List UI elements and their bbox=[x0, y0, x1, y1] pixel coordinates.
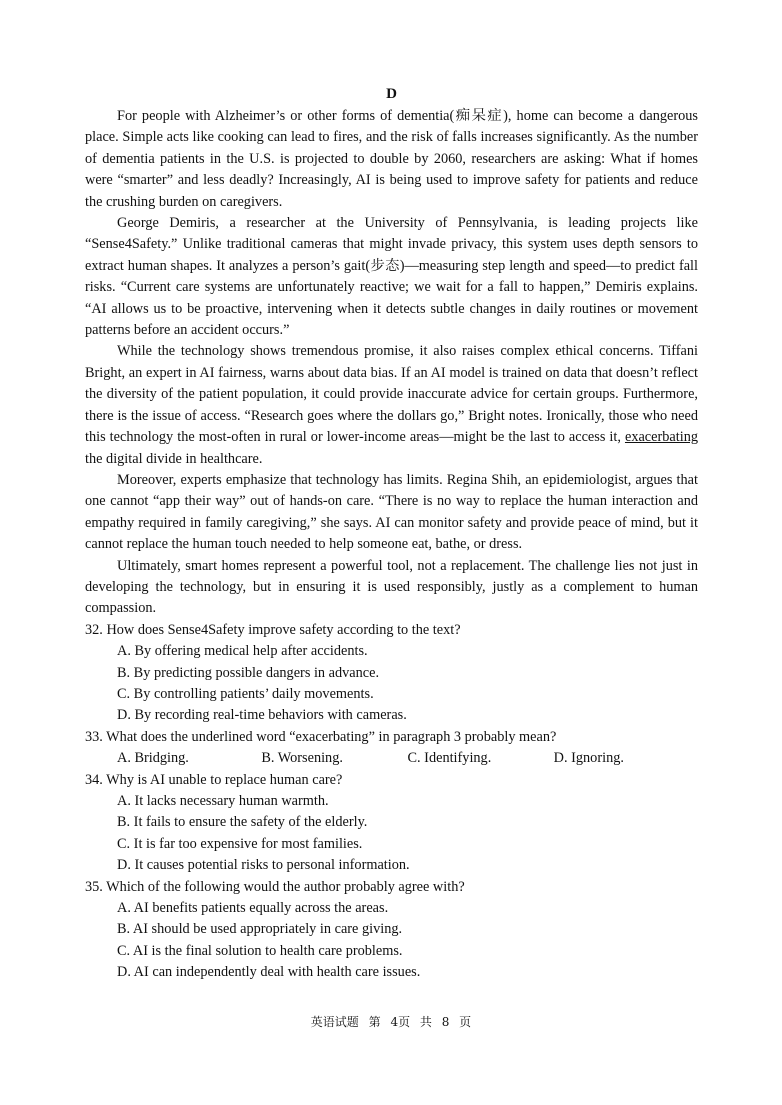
option-d: D. Ignoring. bbox=[553, 750, 624, 767]
question-32 bbox=[85, 620, 698, 727]
passage-paragraph-1: For people with Alzheimer’s or other forms of dementia(痴呆症), home can become a dangerous place. Simple acts like cooking can lead to fires, and the risk of falls increases significantly. As the number of dementia patients in the U.S. is projected to double by 2060, researchers are asking: What if homes were “smarter” and less deadly? Increasingly, AI is being used to improve safety for patients and reduce the crushing burden on caregivers. bbox=[85, 108, 698, 210]
footer-total-pages: 共 8 页 bbox=[419, 1015, 472, 1029]
question-stem: 33. What does the underlined word “exacerbating” in paragraph 3 probably mean? bbox=[85, 728, 557, 745]
option-c: C. It is far too expensive for most families. bbox=[117, 835, 363, 852]
option-a: A. It lacks necessary human warmth. bbox=[117, 793, 329, 809]
passage-paragraph-4: Moreover, experts emphasize that technology has limits. Regina Shih, an epidemiologist, argues that one cannot “app their way” out of hands-on care. “There is no way to replace the human interaction and empathy required in family caregiving,” she says. AI can monitor safety and provide peace of mind, but it cannot replace the human touch needed to help someone eat, bathe, or dress. bbox=[85, 471, 698, 553]
reading-passage bbox=[85, 106, 698, 620]
option-d: D. It causes potential risks to personal information. bbox=[117, 857, 410, 874]
option-d: D. AI can independently deal with health care issues. bbox=[117, 964, 421, 981]
page-footer bbox=[0, 1014, 782, 1030]
question-stem: 32. How does Sense4Safety improve safety according to the text? bbox=[85, 621, 461, 638]
option-d: D. By recording real-time behaviors with cameras. bbox=[117, 707, 407, 724]
option-b: B. By predicting possible dangers in advance. bbox=[117, 664, 380, 681]
footer-page-number: 第 4页 bbox=[368, 1015, 411, 1029]
paragraph-3-text-before: While the technology shows tremendous promise, it also raises complex ethical concerns. Tiffani Bright, an expert in AI fairness, warns about data bias. If an AI model is trained on data that doesn’t reflect the diversity of the patient population, it could provide inaccurate advice for certain groups. Furthermore, there is the issue of access. “Research goes where the dollars go,” Bright notes. Ironically, those who need this technology the most-often in rural or lower-income areas—might be the last to access it, bbox=[85, 343, 698, 446]
question-34 bbox=[85, 770, 698, 877]
option-b: B. It fails to ensure the safety of the elderly. bbox=[117, 814, 368, 831]
option-b: B. AI should be used appropriately in care giving. bbox=[117, 921, 403, 938]
section-title: D bbox=[386, 86, 397, 102]
option-c: C. Identifying. bbox=[407, 750, 492, 767]
option-a: A. Bridging. bbox=[117, 750, 189, 767]
option-a: A. By offering medical help after accidents. bbox=[117, 643, 368, 660]
exam-page bbox=[85, 84, 698, 984]
passage-paragraph-2: George Demiris, a researcher at the University of Pennsylvania, is leading projects like “Sense4Safety.” Unlike traditional cameras that might invade privacy, this system uses depth sensors to extract human shapes. It analyzes a person’s gait(步态)—measuring step length and speed—to predict fall risks. “Current care systems are unfortunately reactive; we wait for a fall to happen,” Demiris explains. “AI allows us to be proactive, intervening when it detects subtle changes in daily routines or movement patterns before an accident occurs.” bbox=[85, 215, 698, 339]
option-c: C. AI is the final solution to health care problems. bbox=[117, 942, 403, 959]
passage-paragraph-3 bbox=[85, 341, 698, 469]
question-stem: 34. Why is AI unable to replace human care? bbox=[85, 771, 343, 788]
option-c: C. By controlling patients’ daily movements. bbox=[117, 685, 374, 702]
option-b: B. Worsening. bbox=[261, 750, 343, 767]
underlined-word: exacerbating bbox=[624, 429, 698, 446]
passage-paragraph-5: Ultimately, smart homes represent a powerful tool, not a replacement. The challenge lies not just in developing the technology, but in ensuring it is used responsibly, justly as a complement to human compassion. bbox=[85, 557, 698, 617]
question-35 bbox=[85, 877, 698, 984]
options-row bbox=[85, 748, 698, 769]
footer-subject: 英语试题 bbox=[310, 1015, 359, 1029]
option-a: A. AI benefits patients equally across the areas. bbox=[117, 900, 389, 917]
question-stem: 35. Which of the following would the author probably agree with? bbox=[85, 878, 465, 895]
question-33 bbox=[85, 727, 698, 770]
paragraph-3-text-after: the digital divide in healthcare. bbox=[85, 450, 263, 467]
